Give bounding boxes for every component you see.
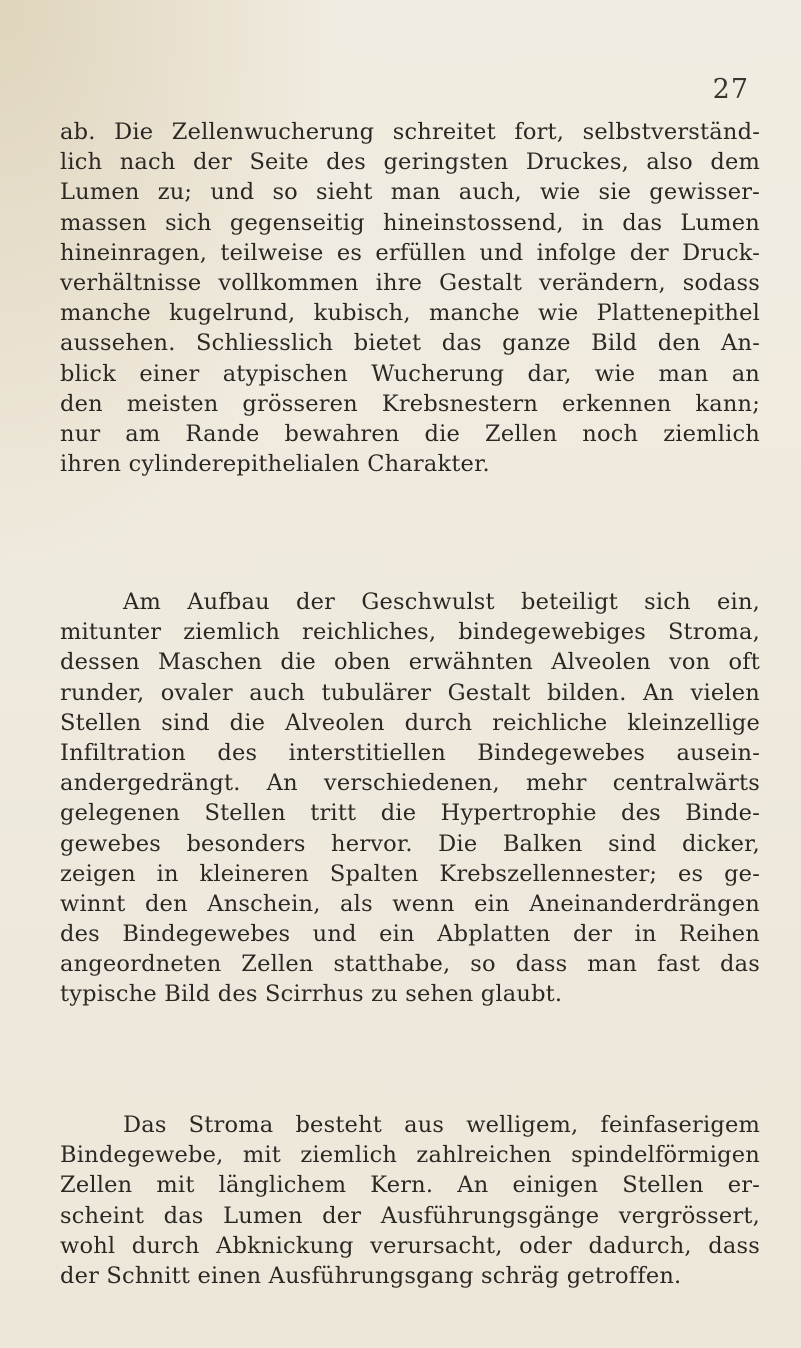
text-line: Lumen zu; und so sieht man auch, wie sie gewisser-: [60, 179, 760, 206]
text-line: aussehen. Schliesslich bietet das ganze Bild den An-: [60, 330, 760, 357]
text-line: lich nach der Seite des geringsten Druckes, also dem: [60, 149, 760, 176]
page-number: 27: [712, 74, 749, 105]
text-line: andergedrängt. An verschiedenen, mehr centralwärts: [60, 770, 760, 797]
text-line: manche kugelrund, kubisch, manche wie Plattenepithel: [60, 300, 760, 327]
text-line: des Bindegewebes und ein Abplatten der in Reihen: [60, 921, 760, 948]
text-line: massen sich gegenseitig hineinstossend, in das Lumen: [60, 209, 760, 236]
text-line: ihren cylinderepithelialen Charakter.: [60, 451, 490, 478]
paragraph-1: [60, 117, 760, 479]
text-line: angeordneten Zellen statthabe, so dass man fast das: [60, 951, 760, 978]
text-line: den meisten grösseren Krebsnestern erkennen kann;: [60, 390, 760, 417]
text-line: Stellen sind die Alveolen durch reichliche kleinzellige: [60, 709, 760, 736]
text-line: typische Bild des Scirrhus zu sehen glaubt.: [60, 981, 563, 1008]
paragraph-2: [60, 587, 760, 1010]
text-line: verhältnisse vollkommen ihre Gestalt verändern, sodass: [60, 269, 760, 296]
text-line: gelegenen Stellen tritt die Hypertrophie des Binde-: [60, 800, 760, 827]
text-line: hineinragen, teilweise es erfüllen und infolge der Druck-: [60, 239, 760, 266]
text-line: mitunter ziemlich reichliches, bindegewebiges Stroma,: [60, 619, 760, 646]
paragraph-3: [60, 1110, 760, 1291]
text-line: runder, ovaler auch tubulärer Gestalt bilden. An vielen: [60, 679, 760, 706]
text-line: Bindegewebe, mit ziemlich zahlreichen spindelförmigen: [60, 1142, 760, 1169]
text-line: wohl durch Abknickung verursacht, oder dadurch, dass: [60, 1232, 760, 1259]
text-line: Am Aufbau der Geschwulst beteiligt sich ein,: [123, 589, 760, 615]
text-line: dessen Maschen die oben erwähnten Alveolen von oft: [60, 649, 760, 676]
text-line: Infiltration des interstitiellen Bindegewebes ausein-: [60, 739, 760, 766]
text-line: ab. Die Zellenwucherung schreitet fort, selbstverständ-: [60, 119, 760, 145]
text-line: gewebes besonders hervor. Die Balken sind dicker,: [60, 830, 760, 857]
text-line: Das Stroma besteht aus welligem, feinfaserigem: [123, 1112, 760, 1138]
text-line: Zellen mit länglichem Kern. An einigen Stellen er-: [60, 1172, 760, 1199]
text-line: scheint das Lumen der Ausführungsgänge vergrössert,: [60, 1202, 760, 1229]
text-line: zeigen in kleineren Spalten Krebszellennester; es ge-: [60, 860, 760, 887]
text-line: winnt den Anschein, als wenn ein Aneinanderdrängen: [60, 890, 760, 917]
text-line: blick einer atypischen Wucherung dar, wie man an: [60, 360, 760, 387]
text-line: nur am Rande bewahren die Zellen noch ziemlich: [60, 420, 760, 447]
text-line: der Schnitt einen Ausführungsgang schräg getroffen.: [60, 1262, 682, 1289]
